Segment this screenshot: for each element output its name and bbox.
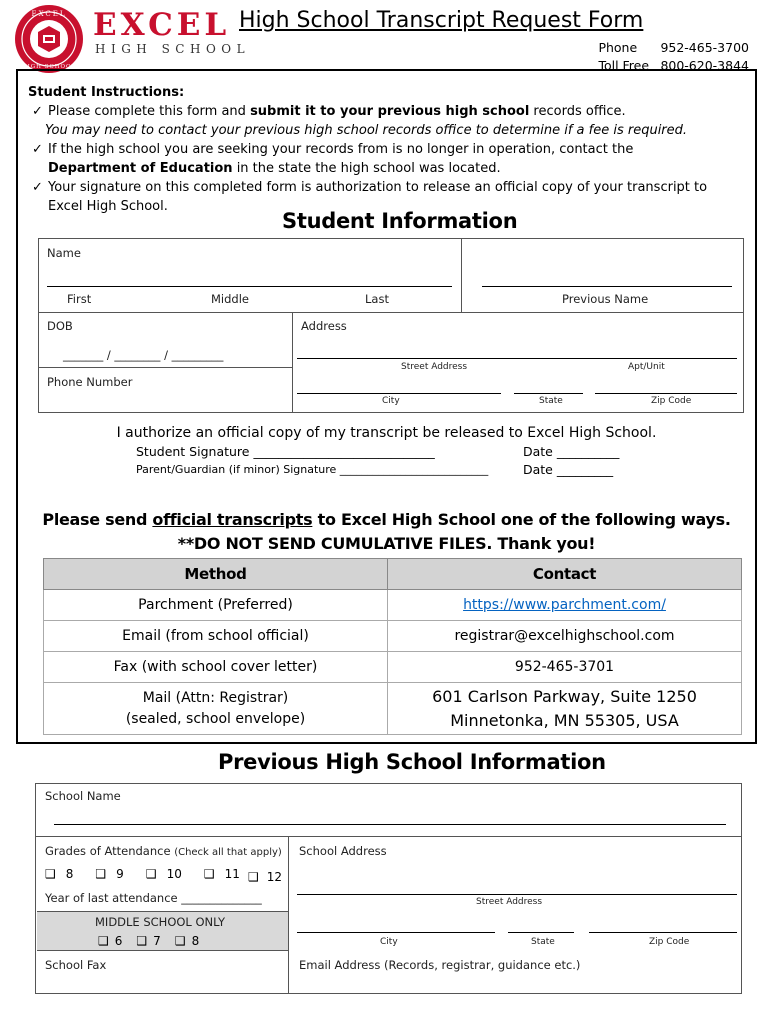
checkbox-icon: ❑: [45, 867, 56, 881]
year-last-attendance-field[interactable]: Year of last attendance ______________: [45, 891, 262, 905]
method-cell: Fax (with school cover letter): [44, 652, 388, 683]
checkbox-icon: ❑: [136, 934, 148, 948]
instruction-2: [28, 140, 748, 178]
state-label: State: [539, 396, 563, 406]
grade-11-checkbox[interactable]: [204, 867, 240, 881]
middle-grade-8-checkbox[interactable]: [175, 934, 199, 948]
school-seal-logo: [14, 4, 84, 74]
last-name-label: Last: [365, 292, 389, 306]
middle-grades-checkboxes: [98, 934, 221, 948]
name-label: Name: [47, 246, 81, 260]
middle-name-label: Middle: [211, 292, 249, 306]
street-address-label: Street Address: [476, 897, 543, 907]
form-title: High School Transcript Request Form: [239, 8, 644, 33]
tollfree-label: Toll Free: [598, 58, 650, 73]
grade-label: 8: [65, 867, 74, 881]
grid-divider: [39, 367, 292, 368]
method-cell: Parchment (Preferred): [44, 590, 388, 621]
grade-label: 11: [224, 867, 240, 881]
school-zip-input[interactable]: [589, 932, 737, 933]
middle-school-only-label: MIDDLE SCHOOL ONLY: [95, 915, 226, 929]
parent-signature-date-field[interactable]: Date _________: [523, 462, 614, 477]
student-signature-field[interactable]: Student Signature _____________________________: [136, 444, 435, 459]
checkmark-icon: ✓: [32, 142, 43, 157]
logo-subtitle: HIGH SCHOOL: [95, 42, 251, 56]
zip-code-label: Zip Code: [651, 396, 692, 406]
grid-divider: [288, 836, 289, 993]
table-row: [44, 683, 742, 735]
send-line-1-a: Please send: [42, 510, 153, 529]
send-line-2: **DO NOT SEND CUMULATIVE FILES. Thank you!: [177, 534, 596, 553]
city-input[interactable]: [297, 393, 501, 394]
dob-label: DOB: [47, 319, 73, 333]
mail-method-line-2: (sealed, school envelope): [125, 710, 306, 727]
grades-label-text: Grades of Attendance: [45, 844, 171, 858]
checkmark-icon: ✓: [32, 104, 43, 119]
school-name-label: School Name: [45, 789, 121, 803]
grade-label: 7: [153, 934, 161, 948]
checkbox-icon: ❑: [95, 867, 107, 881]
grade-7-checkbox[interactable]: [136, 934, 160, 948]
previous-name-input[interactable]: [482, 286, 732, 287]
grade-label: 8: [191, 934, 200, 948]
phone-value: 952-465-3700: [660, 40, 749, 55]
grade-8-checkbox[interactable]: [45, 867, 73, 881]
state-input[interactable]: [514, 393, 583, 394]
grade-9-checkbox[interactable]: [95, 867, 123, 881]
student-information-title: Student Information: [282, 209, 518, 233]
table-row: [44, 621, 742, 652]
grid-divider: [461, 239, 462, 312]
instruction-2-bold: Department of Education: [48, 161, 233, 176]
grades-label: [45, 844, 282, 858]
instruction-1-text-c: records office.: [529, 104, 626, 119]
table-row: [44, 652, 742, 683]
transcript-request-box: [16, 69, 757, 744]
instruction-3-text-a: Your signature on this completed form is authorization to release an official copy of your transcript to: [48, 180, 708, 195]
parent-signature-field[interactable]: Parent/Guardian (if minor) Signature ___________________________: [136, 463, 489, 476]
student-instructions: [28, 83, 748, 216]
table-row: [44, 590, 742, 621]
grade-6-checkbox[interactable]: [98, 934, 122, 948]
mail-method-line-1: Mail (Attn: Registrar): [142, 689, 289, 706]
name-input[interactable]: [47, 286, 452, 287]
mail-address-line-1: 601 Carlson Parkway, Suite 1250: [432, 686, 697, 706]
grades-hint: (Check all that apply): [174, 847, 282, 858]
instruction-1-bold: submit it to your previous high school: [250, 104, 530, 119]
zip-code-label: Zip Code: [649, 937, 690, 947]
method-cell: [44, 683, 388, 735]
student-signature-date-field[interactable]: Date __________: [523, 444, 620, 459]
city-label: City: [380, 937, 398, 947]
instruction-2-text-c: in the state the high school was located.: [232, 161, 501, 176]
school-name-input[interactable]: [54, 824, 726, 825]
grades-checkboxes: [45, 867, 262, 881]
grid-divider: [36, 836, 741, 837]
send-line-1-c: to Excel High School one of the following ways.: [312, 510, 731, 529]
city-label: City: [382, 396, 400, 406]
checkbox-icon: ❑: [203, 867, 215, 881]
phone-label: Phone: [598, 40, 638, 55]
grade-label: 10: [166, 867, 182, 881]
instruction-1-text-a: Please complete this form and: [48, 104, 251, 119]
send-line-1-underlined: official transcripts: [152, 510, 313, 529]
grade-10-checkbox[interactable]: [146, 867, 182, 881]
previous-high-school-grid: [35, 783, 742, 994]
method-column-header: Method: [44, 559, 388, 590]
contact-cell: [388, 683, 742, 735]
previous-name-label: Previous Name: [562, 292, 649, 306]
table-header-row: [44, 559, 742, 590]
previous-high-school-title: Previous High School Information: [218, 750, 606, 774]
apt-unit-label: Apt/Unit: [628, 362, 665, 372]
checkbox-icon: ❑: [98, 934, 109, 948]
instruction-3-text-b: Excel High School.: [48, 199, 168, 214]
authorization-statement: I authorize an official copy of my transcript be released to Excel High School.: [116, 425, 657, 441]
svg-text:HIGH SCHOOL: HIGH SCHOOL: [21, 64, 77, 70]
send-instructions: [18, 508, 755, 556]
contact-cell: registrar@excelhighschool.com: [388, 621, 742, 652]
grade-label: 12: [266, 870, 283, 884]
first-name-label: First: [67, 292, 92, 306]
method-cell: Email (from school official): [44, 621, 388, 652]
zip-input[interactable]: [595, 393, 737, 394]
school-city-input[interactable]: [297, 932, 495, 933]
school-state-input[interactable]: [508, 932, 574, 933]
checkmark-icon: ✓: [32, 180, 43, 195]
email-address-label: Email Address (Records, registrar, guidance etc.): [299, 958, 581, 972]
contact-cell: [388, 590, 742, 621]
grade-12-checkbox[interactable]: [248, 870, 282, 884]
instruction-1-italic: You may need to contact your previous high school records office to determine if a fee is required.: [45, 123, 688, 138]
svg-text:EXCEL: EXCEL: [31, 10, 67, 18]
parchment-link[interactable]: https://www.parchment.com/: [463, 597, 666, 613]
contact-cell: 952-465-3701: [388, 652, 742, 683]
instructions-heading: Student Instructions:: [28, 85, 185, 100]
instruction-2-text-a: If the high school you are seeking your records from is no longer in operation, contact the: [48, 142, 634, 157]
dob-input[interactable]: _______ / ________ / _________: [63, 348, 224, 362]
logo-wordmark: EXCEL: [93, 7, 231, 43]
checkbox-icon: ❑: [248, 870, 259, 884]
grid-divider: [39, 312, 743, 313]
student-information-grid: [38, 238, 744, 413]
contact-column-header: Contact: [388, 559, 742, 590]
checkbox-icon: ❑: [145, 867, 157, 881]
state-label: State: [531, 937, 555, 947]
school-address-label: School Address: [299, 844, 387, 858]
instruction-1: [28, 102, 748, 121]
send-method-table: [43, 558, 742, 735]
street-address-label: Street Address: [401, 362, 468, 372]
grid-divider: [292, 312, 293, 412]
checkbox-icon: ❑: [174, 934, 186, 948]
grade-label: 9: [116, 867, 124, 881]
phone-number-label: Phone Number: [47, 375, 133, 389]
address-label: Address: [301, 319, 347, 333]
street-address-input[interactable]: [297, 358, 737, 359]
school-street-address-input[interactable]: [297, 894, 737, 895]
grade-label: 6: [114, 934, 123, 948]
school-fax-label: School Fax: [45, 958, 107, 972]
mail-address-line-2: Minnetonka, MN 55305, USA: [450, 710, 679, 730]
tollfree-value: 800-620-3844: [660, 58, 749, 73]
